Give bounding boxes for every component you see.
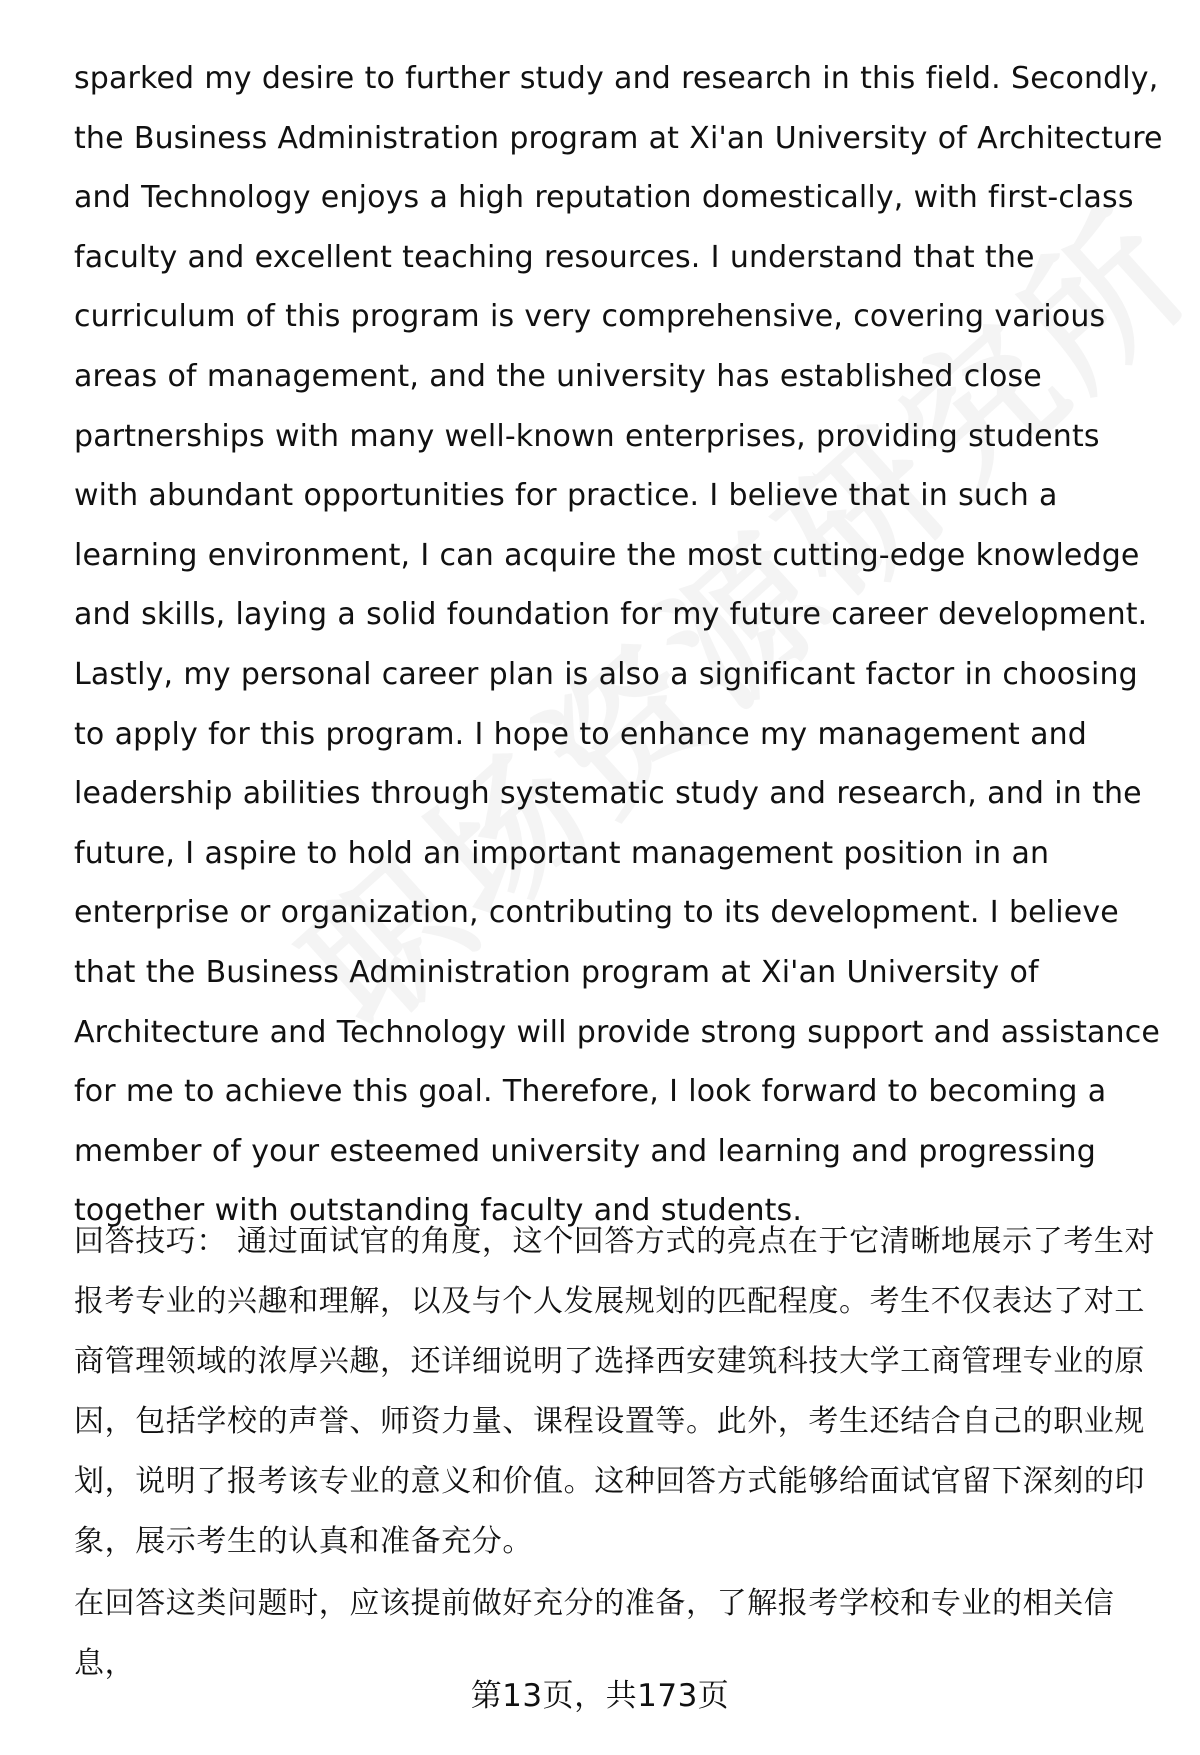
answer-tip-paragraph: 回答技巧： 通过面试官的角度，这个回答方式的亮点在于它清晰地展示了考生对报考专业的兴趣和理解，以及与个人发展规划的匹配程度。考生不仅表达了对工商管理领域的浓厚兴趣，还详细说明了选择西安建筑科技大学工商管理专业的原因，包括学校的声誉、师资力量、课程设置等。此外，考生还结合自己的职业规划，说明了报考该专业的意义和价值。这种回答方式能够给面试官留下深刻的印象，展示考生的认真和准备充分。 — [74, 1224, 1156, 1559]
advice-paragraph: 在回答这类问题时，应该提前做好充分的准备，了解报考学校和专业的相关信息， — [74, 1586, 1115, 1681]
english-answer-paragraph: sparked my desire to further study and research in this field. Secondly, the Business Administration program at Xi'an University of Architecture and Technology enjoys a high reputation domestically, with first-class faculty and excellent teaching resources. I understand that the curriculum of this program is very comprehensive, covering various areas of management, and the university has established close partnerships with many well-known enterprises, providing students with abundant opportunities for practice. I believe that in such a learning environment, I can acquire the most cutting-edge knowledge and skills, laying a solid foundation for my future career development. Lastly, my personal career plan is also a significant factor in choosing to apply for this program. I hope to enhance my management and leadership abilities through systematic study and research, and in the future, I aspire to hold an important management position in an enterprise or organization, contributing to its development. I believe that the Business Administration program at Xi'an University of Architecture and Technology will provide strong support and assistance for me to achieve this goal. Therefore, I look forward to becoming a member of your esteemed university and learning and progressing together with outstanding faculty and students. — [74, 61, 1163, 1229]
page-indicator: 第13页，共173页 — [470, 1678, 730, 1714]
